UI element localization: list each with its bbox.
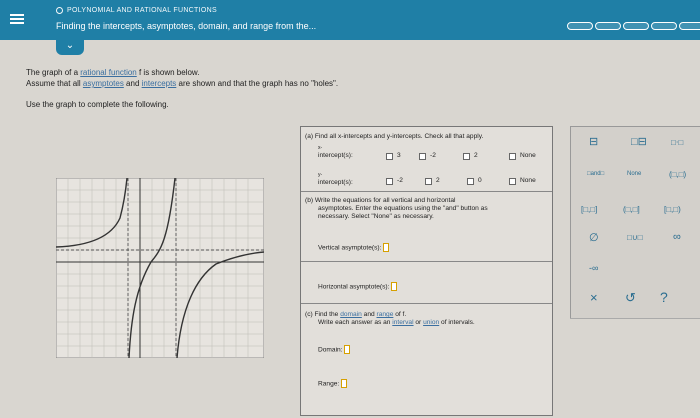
x-intercept-label: intercept(s): [318, 152, 353, 159]
clear-icon[interactable]: × [590, 290, 598, 305]
union-link[interactable]: union [423, 319, 440, 326]
progress-segment [595, 22, 621, 30]
y-option-2-checkbox[interactable] [425, 178, 432, 185]
part-b-prompt: (b) Write the equations for all vertical and horizontal [305, 197, 456, 204]
y-option-label: None [520, 177, 536, 184]
problem-intro [26, 67, 338, 89]
progress-indicator [567, 22, 700, 30]
undo-icon[interactable]: ↺ [625, 290, 636, 305]
y-intercept-label: intercept(s): [318, 179, 353, 186]
toolbar-divider [570, 318, 700, 319]
x-option-neg2-checkbox[interactable] [419, 153, 426, 160]
top-bar [0, 0, 700, 40]
vertical-asymptote-text: Vertical asymptote(s): [318, 244, 382, 252]
horizontal-asymptote-text: Horizontal asymptote(s): [318, 283, 390, 291]
range-row [318, 379, 347, 388]
intro-text: Assume that all [26, 79, 83, 88]
part-c-prompt [305, 311, 406, 319]
x-option-3-checkbox[interactable] [386, 153, 393, 160]
empty-set-button[interactable]: ∅ [589, 232, 599, 244]
interval-link[interactable]: interval [392, 319, 414, 326]
collapse-chevron-icon[interactable]: ⌄ [56, 40, 84, 55]
range-input[interactable] [341, 379, 347, 388]
x-intercept-label-top: x- [318, 145, 323, 151]
and-label: and [590, 171, 601, 177]
closed-closed-interval-button[interactable]: [□,□] [581, 205, 598, 214]
part-c-text: (c) Find the [305, 311, 341, 318]
section-divider [301, 261, 552, 262]
page-title: Finding the intercepts, asymptotes, domain, and range from the... [56, 21, 317, 31]
part-c-text: of intervals. [439, 319, 475, 326]
x-option-label: 3 [397, 152, 401, 159]
progress-segment [651, 22, 677, 30]
progress-segment [623, 22, 649, 30]
y-option-none-checkbox[interactable] [509, 178, 516, 185]
none-button[interactable]: None [627, 171, 642, 177]
x-option-none-checkbox[interactable] [509, 153, 516, 160]
closed-open-interval-button[interactable]: [□,□) [664, 205, 681, 214]
asymptotes-link[interactable]: asymptotes [82, 79, 124, 88]
intro-text: f is shown below. [136, 68, 200, 77]
section-divider [301, 191, 552, 192]
and-button[interactable]: □and□ [587, 171, 605, 177]
y-option-0-checkbox[interactable] [467, 178, 474, 185]
vertical-asymptote-input[interactable] [383, 243, 389, 252]
instruction-text: Use the graph to complete the following. [26, 100, 169, 109]
topic-circle-icon [56, 7, 63, 14]
y-option-neg2-checkbox[interactable] [386, 178, 393, 185]
range-label: Range: [318, 380, 340, 388]
part-a-prompt: (a) Find all x-intercepts and y-intercepts. Check all that apply. [305, 133, 484, 140]
domain-label: Domain: [318, 346, 343, 354]
question-panel [300, 126, 553, 416]
part-c-text: and [361, 311, 377, 318]
open-closed-interval-button[interactable]: (□,□] [623, 205, 640, 214]
horizontal-asymptote-input[interactable] [391, 282, 397, 291]
infinity-button[interactable]: ∞ [673, 231, 681, 243]
union-button[interactable]: □∪□ [627, 233, 643, 242]
domain-link[interactable]: domain [340, 311, 362, 318]
section-divider [301, 303, 552, 304]
domain-input[interactable] [344, 345, 350, 354]
y-option-label: 0 [478, 177, 482, 184]
progress-segment [567, 22, 593, 30]
exponent-icon[interactable]: □⋅□ [671, 138, 684, 147]
x-option-label: None [520, 152, 536, 159]
domain-row [318, 345, 350, 354]
part-c-text: Write each answer as an [318, 319, 393, 326]
x-option-2-checkbox[interactable] [463, 153, 470, 160]
intro-text: The graph of a [26, 68, 81, 77]
progress-segment [679, 22, 700, 30]
topic-row [56, 7, 217, 14]
function-graph [56, 178, 264, 358]
part-c-text: of f. [393, 311, 407, 318]
part-b-prompt: necessary. Select "None" as necessary. [318, 213, 434, 220]
rational-function-link[interactable]: rational function [80, 68, 137, 77]
y-option-label: 2 [436, 177, 440, 184]
part-c-text: or [413, 319, 424, 326]
part-b-prompt: asymptotes. Enter the equations using the "and" button as [318, 205, 488, 212]
range-link[interactable]: range [376, 311, 394, 318]
topic-label: POLYNOMIAL AND RATIONAL FUNCTIONS [67, 7, 217, 14]
mixed-number-icon[interactable]: □⊟ [631, 136, 647, 148]
fraction-icon[interactable]: ⊟ [589, 136, 599, 148]
y-option-label: -2 [397, 177, 403, 184]
vertical-asymptote-label [318, 243, 389, 252]
hamburger-menu-icon[interactable] [10, 12, 24, 26]
open-open-interval-button[interactable]: (□,□) [669, 170, 687, 179]
x-option-label: -2 [430, 152, 436, 159]
part-c-prompt [318, 319, 475, 327]
intro-text: and [123, 79, 142, 88]
intercepts-link[interactable]: intercepts [141, 79, 177, 88]
help-icon[interactable]: ? [660, 289, 668, 305]
y-intercept-label-top: y- [318, 172, 323, 178]
negative-infinity-button[interactable]: -∞ [589, 263, 599, 273]
x-option-label: 2 [474, 152, 478, 159]
horizontal-asymptote-label [318, 282, 397, 291]
intro-text: are shown and that the graph has no "holes". [176, 79, 339, 88]
